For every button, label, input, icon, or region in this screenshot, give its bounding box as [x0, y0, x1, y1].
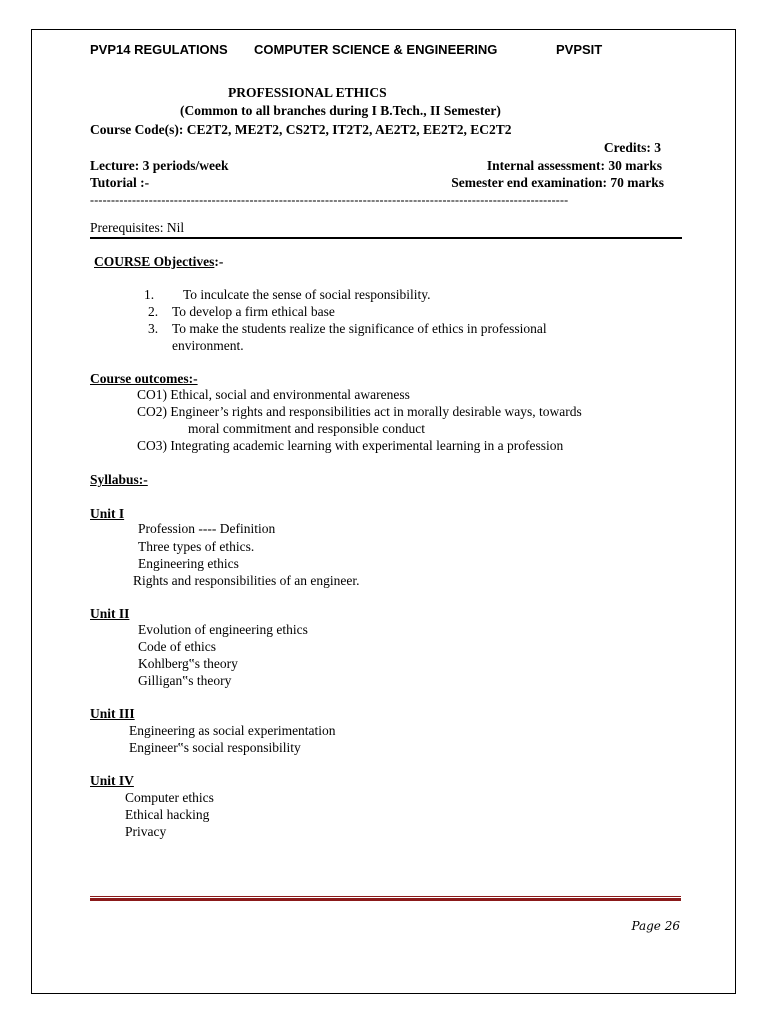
header-department: COMPUTER SCIENCE & ENGINEERING: [254, 42, 498, 57]
unit-title: Unit II: [90, 606, 130, 621]
unit-topic: Three types of ethics.: [138, 539, 255, 554]
syllabus-heading: Syllabus:-: [90, 472, 148, 487]
header-institute: PVPSIT: [556, 42, 603, 57]
section-rule: [90, 237, 682, 239]
objectives-heading-suffix: :-: [214, 254, 224, 269]
header-regulations: PVP14 REGULATIONS: [90, 42, 228, 57]
unit-topic: Ethical hacking: [125, 807, 210, 822]
unit-topic: Engineering as social experimentation: [129, 723, 336, 738]
objective-text: To inculcate the sense of social responsibility.: [183, 287, 431, 302]
unit-topic: Engineer‟s social responsibility: [129, 740, 301, 755]
outcome-co2-continued: moral commitment and responsible conduct: [188, 421, 425, 436]
objective-text: To make the students realize the significance of ethics in professional: [172, 321, 547, 336]
unit-topic: Computer ethics: [125, 790, 214, 805]
course-subtitle: (Common to all branches during I B.Tech., II Semester): [180, 103, 501, 118]
outcome-co3: CO3) Integrating academic learning with experimental learning in a profession: [137, 438, 564, 453]
unit-topic: Kohlberg‟s theory: [138, 656, 238, 671]
objective-text: To develop a firm ethical base: [172, 304, 335, 319]
unit-topic: Engineering ethics: [138, 556, 239, 571]
unit-topic: Profession ---- Definition: [138, 521, 276, 536]
objective-num: 1.: [144, 287, 155, 302]
unit-topic: Code of ethics: [138, 639, 216, 654]
unit-topic: Privacy: [125, 824, 167, 839]
objective-num: 2.: [148, 304, 159, 319]
internal-assessment: Internal assessment: 30 marks: [486, 158, 662, 173]
course-codes: Course Code(s): CE2T2, ME2T2, CS2T2, IT2T2, AE2T2, EE2T2, EC2T2: [90, 122, 512, 137]
lecture-hours: Lecture: 3 periods/week: [90, 158, 229, 173]
semester-end-exam: Semester end examination: 70 marks: [451, 175, 664, 190]
outcome-co1: CO1) Ethical, social and environmental awareness: [137, 387, 410, 402]
unit-topic: Rights and responsibilities of an engineer.: [133, 573, 360, 588]
page-number: Page 26: [631, 919, 680, 933]
objectives-heading-text: COURSE Objectives: [94, 254, 215, 269]
objective-text-continued: environment.: [172, 338, 244, 353]
outcome-co2: CO2) Engineer’s rights and responsibilities act in morally desirable ways, towards: [137, 404, 582, 419]
dashed-divider: ------------------------------------------------------------------------------------------------------------------: [90, 193, 569, 207]
unit-title: Unit IV: [90, 773, 134, 788]
tutorial: Tutorial :-: [90, 175, 150, 190]
objective-num: 3.: [148, 321, 159, 336]
footer-rule: [90, 896, 681, 901]
credits: Credits: 3: [603, 140, 661, 155]
unit-title: Unit III: [90, 706, 135, 721]
unit-topic: Gilligan‟s theory: [138, 673, 232, 688]
prerequisites: Prerequisites: Nil: [90, 220, 185, 235]
unit-topic: Evolution of engineering ethics: [138, 622, 308, 637]
outcomes-heading: Course outcomes:-: [90, 371, 198, 386]
unit-title: Unit I: [90, 506, 125, 521]
course-title: PROFESSIONAL ETHICS: [228, 85, 387, 100]
objectives-heading: [94, 254, 223, 270]
